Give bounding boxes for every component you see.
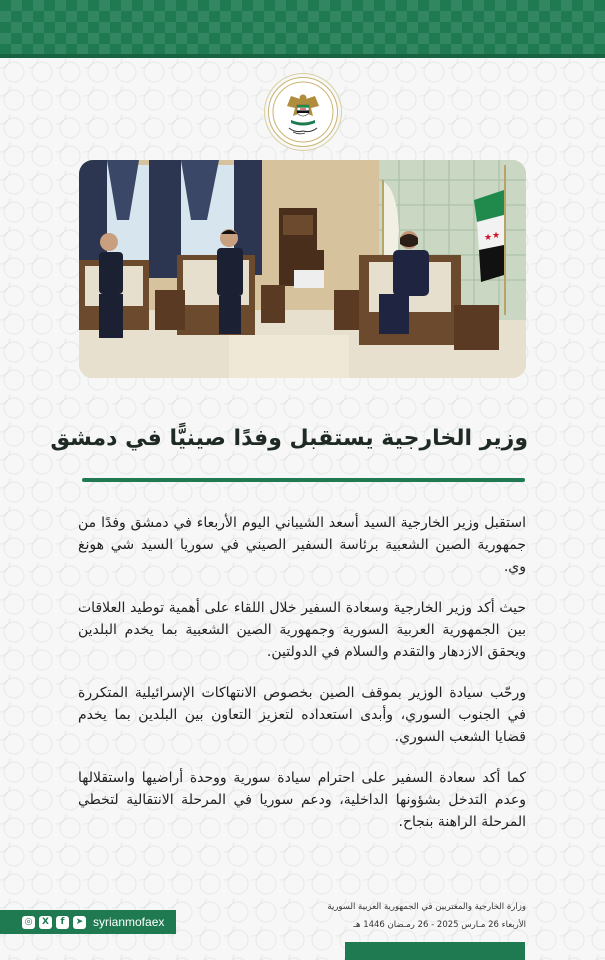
footer-bar [345, 942, 525, 960]
syrian-eagle-emblem-icon [268, 77, 338, 147]
facebook-icon[interactable]: f [56, 916, 69, 929]
article-paragraph: حيث أكد وزير الخارجية وسعادة السفير خلال اللقاء على أهمية توطيد العلاقات بين الجمهورية العربية السورية وجمهورية الصين الشعبية بما يخدم البلدين ويحقق الازدهار والتقدم والسلام في الدولتين. [78, 600, 526, 660]
svg-text:★: ★ [484, 233, 493, 243]
meeting-photo [79, 160, 526, 378]
article-body [78, 512, 526, 852]
article-paragraph: استقبل وزير الخارجية السيد أسعد الشيباني اليوم الأربعاء في دمشق وفدًا من جمهورية الصين الشعبية برئاسة السفير الصيني في سوريا السيد شي هونغ وي. [78, 515, 526, 575]
header-band [0, 0, 605, 58]
ministry-name: وزارة الخارجية والمغتربين في الجمهورية العربية السورية [327, 902, 526, 912]
article-paragraph: كما أكد سعادة السفير على احترام سيادة سورية ووحدة أراضيها واستقلالها وعدم التدخل بشؤونها الداخلية، ودعم سوريا في المرحلة الانتقالية لتخطي المرحلة الراهنة بنجاح. [78, 770, 526, 830]
telegram-icon[interactable]: ➤ [73, 916, 86, 929]
social-bar [0, 910, 176, 934]
social-handle[interactable]: syrianmofaex [93, 915, 165, 929]
article-paragraph: ورحّب سيادة الوزير بموقف الصين بخصوص الانتهاكات الإسرائيلية المتكررة في الجنوب السوري، وأبدى استعداده لتعزيز التعاون بين البلدين بما يخدم قضايا الشعب السوري. [78, 685, 526, 745]
instagram-icon[interactable]: ◎ [22, 916, 35, 929]
article-headline: وزير الخارجية يستقبل وفدًا صينيًّا في دمشق [50, 426, 528, 451]
publish-date: الأربعاء 26 مـارس 2025 - 26 رمـضان 1446 هـ [353, 920, 526, 930]
headline-divider [82, 478, 525, 482]
x-icon[interactable]: X [39, 916, 52, 929]
svg-text:★: ★ [492, 231, 501, 241]
